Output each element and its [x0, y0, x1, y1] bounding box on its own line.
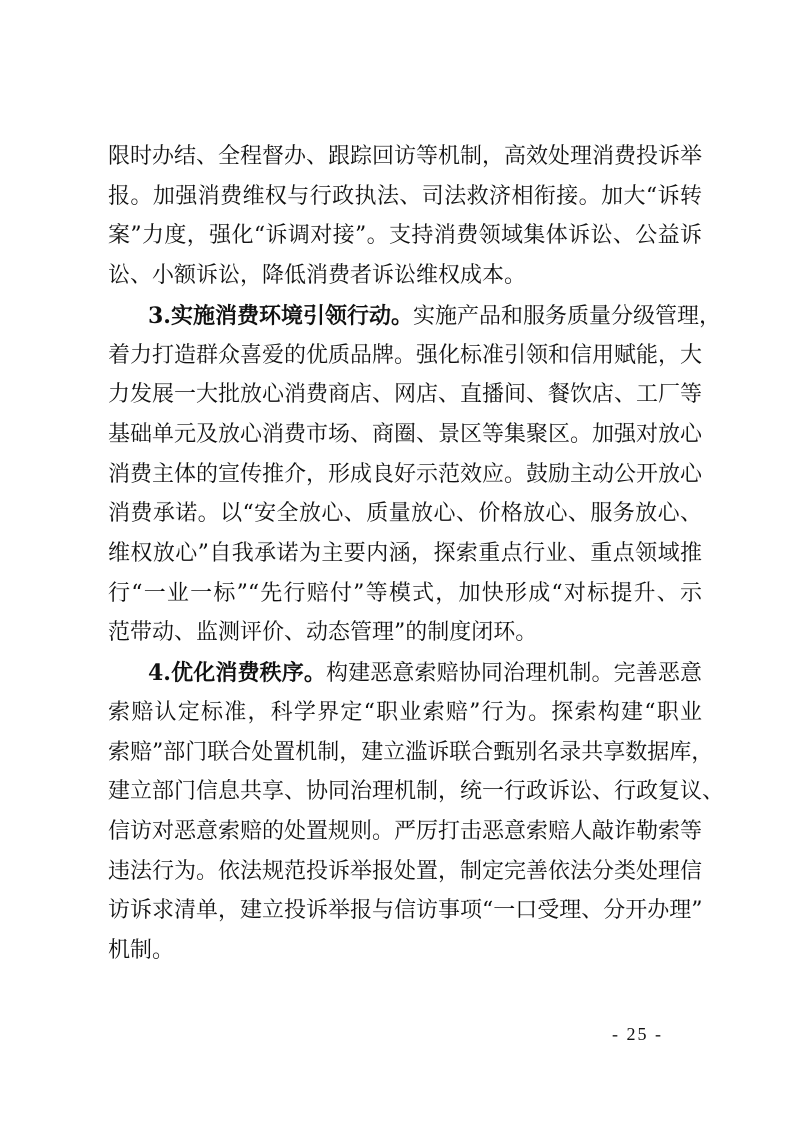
paragraph-2-line: [108, 498, 702, 530]
paragraph-2-line: [108, 340, 702, 372]
line-text: 建立部门信息共享、协同治理机制，统一行政诉讼、行政复议、: [108, 779, 725, 805]
line-text: 信访对恶意索赔的处置规则。严厉打击恶意索赔人敲诈勒索等: [108, 818, 703, 844]
line-text: 维权放心”自我承诺为主要内涵，探索重点行业、重点领域推: [108, 541, 702, 566]
paragraph-3-line: [148, 657, 702, 689]
paragraph-3-line: [108, 935, 702, 967]
line-text: 实施产品和服务质量分级管理，: [412, 303, 721, 329]
line-text: 构建恶意索赔协同治理机制。完善恶意: [325, 661, 702, 687]
paragraph-1-line: [108, 220, 702, 252]
paragraph-3-line: [108, 737, 714, 769]
paragraph-2-line: [108, 379, 702, 411]
line-text: 着力打造群众喜爱的优质品牌。强化标准引领和信用赋能，大: [108, 342, 703, 368]
section-heading: 4.优化消费秩序。: [148, 660, 326, 687]
line-text: 限时办结、全程督办、跟踪回访等机制，高效处理消费投诉举: [108, 144, 703, 169]
paragraph-3-line: [108, 856, 702, 888]
line-text: 机制。: [108, 938, 175, 963]
paragraph-2-line: [108, 459, 702, 491]
paragraph-2-line: [108, 578, 702, 610]
paragraph-1-line: [108, 181, 702, 213]
line-text: 讼、小额诉讼，降低消费者诉讼维权成本。: [108, 263, 527, 289]
paragraph-2-line: [108, 538, 702, 570]
line-text: 消费主体的宣传推介，形成良好示范效应。鼓励主动公开放心: [108, 461, 703, 487]
paragraph-2-line: [108, 419, 702, 451]
line-text: 力发展一大批放心消费商店、网店、直播间、餐饮店、工厂等: [108, 382, 703, 408]
line-text: 消费承诺。以“安全放心、质量放心、价格放心、服务放心、: [108, 501, 702, 527]
line-text: 行“一业一标”“先行赔付”等模式，加快形成“对标提升、示: [108, 580, 702, 606]
section-heading: 3.实施消费环境引领行动。: [148, 302, 413, 329]
page-number: - 25 -: [612, 1024, 663, 1044]
paragraph-3-line: [108, 776, 725, 808]
paragraph-3-line: [108, 895, 702, 927]
paragraph-3-line: [108, 816, 702, 848]
paragraph-2-line: [108, 617, 702, 649]
line-text: 范带动、监测评价、动态管理”的制度闭环。: [108, 620, 538, 646]
line-text: 案”力度，强化“诉调对接”。支持消费领域集体诉讼、公益诉: [108, 223, 702, 249]
line-text: 索赔认定标准，科学界定“职业索赔”行为。探索构建“职业: [108, 699, 702, 725]
paragraph-2-line: [148, 300, 721, 332]
line-text: 基础单元及放心消费市场、商圈、景区等集聚区。加强对放心: [108, 421, 703, 447]
line-text: 索赔”部门联合处置机制，建立滥诉联合甄别名录共享数据库，: [108, 739, 714, 765]
paragraph-3-line: [108, 697, 702, 729]
line-text: 违法行为。依法规范投诉举报处置，制定完善依法分类处理信: [108, 858, 703, 884]
line-text: 报。加强消费维权与行政执法、司法救济相衔接。加大“诉转: [108, 183, 702, 209]
line-text: 访诉求清单，建立投诉举报与信访事项“一口受理、分开办理”: [108, 898, 703, 924]
paragraph-1-line: [108, 260, 702, 292]
paragraph-1-line: [108, 141, 702, 173]
